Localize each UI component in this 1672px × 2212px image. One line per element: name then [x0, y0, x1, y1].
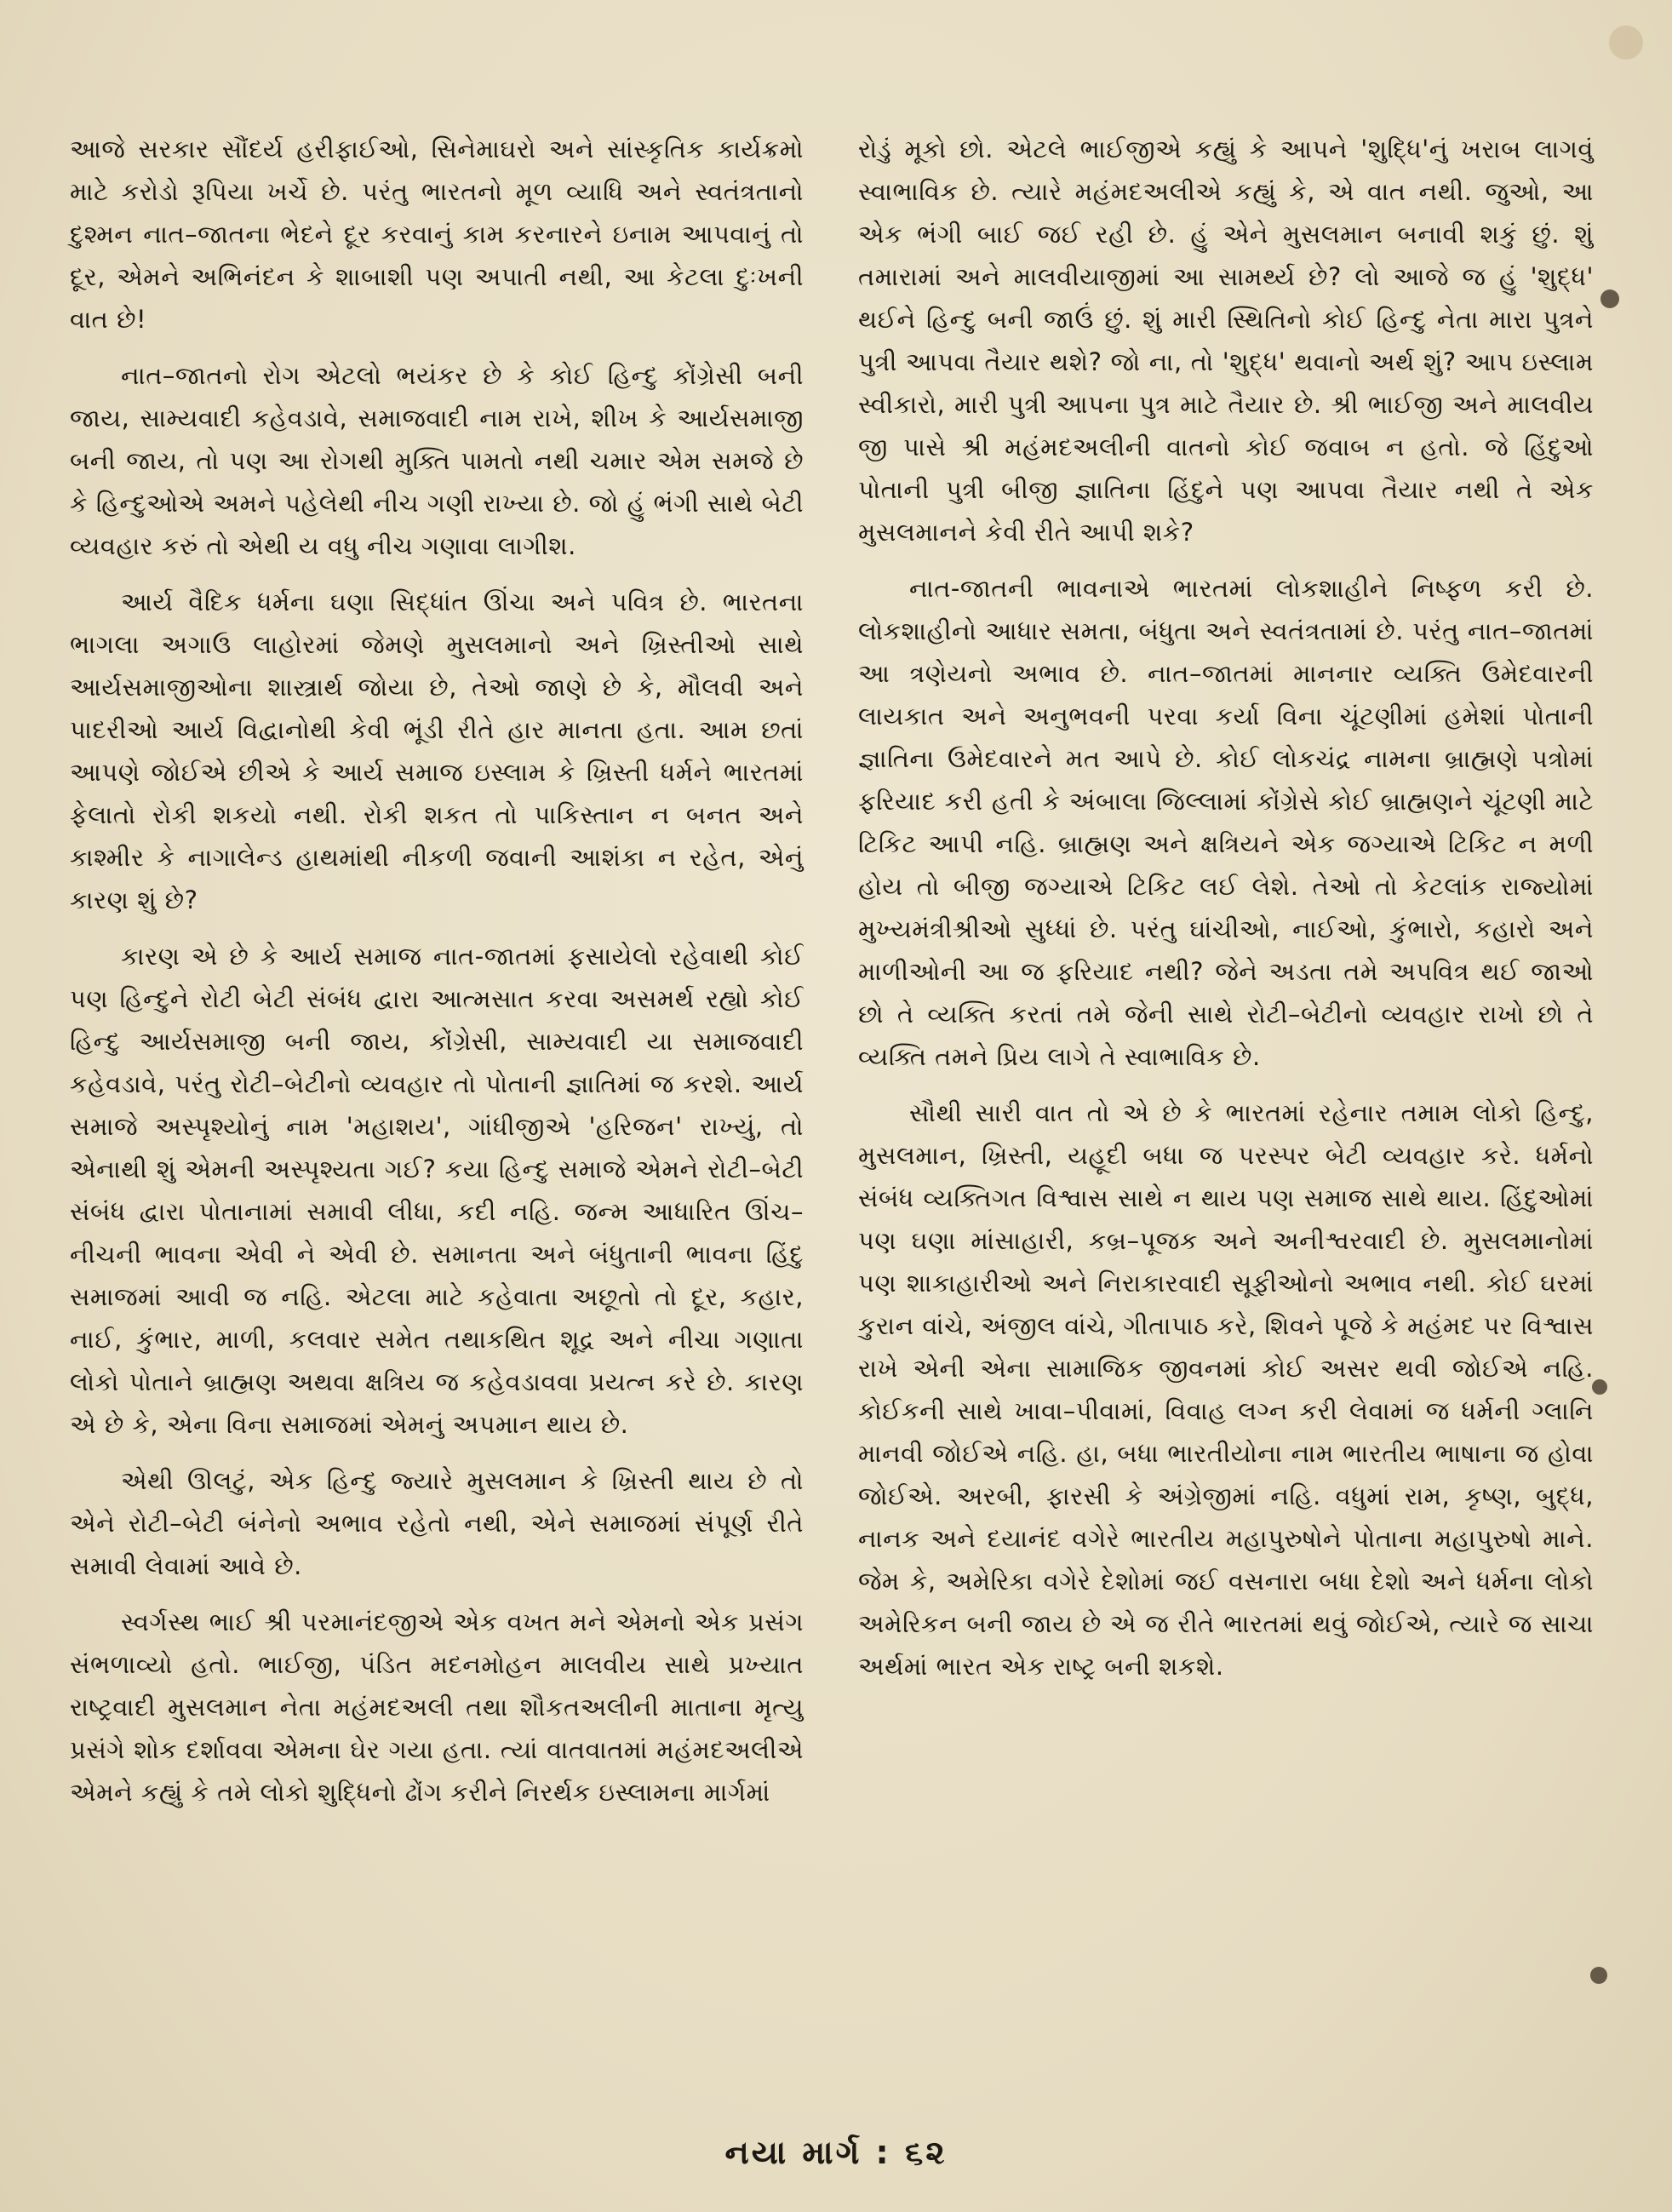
paragraph: કારણ એ છે કે આર્ય સમાજ નાત-જાતમાં ફસાયેલો રહેવાથી કોઈ પણ હિન્દુને રોટી બેટી સંબંધ દ્વારા આત્મસાત કરવા અસમર્થ રહ્યો કોઈ હિન્દુ આર્યસમાજી બની જાય, કોંગ્રેસી, સામ્યવાદી યા સમાજવાદી કહેવડાવે, પરંતુ રોટી–બેટીનો વ્યવહાર તો પોતાની જ્ઞાતિમાં જ કરશે. આર્ય સમાજે અસ્પૃશ્યોનું નામ 'મહાશય', ગાંધીજીએ 'હરિજન' રાખ્યું, તો એનાથી શું એમની અસ્પૃશ્યતા ગઈ? કયા હિન્દુ સમાજે એમને રોટી–બેટી સંબંધ દ્વારા પોતાનામાં સમાવી લીધા, કદી નહિ. જન્મ આધારિત ઊંચ–નીચની ભાવના એવી ને એવી છે. સમાનતા અને બંધુતાની ભાવના હિંદુ સમાજમાં આવી જ નહિ. એટલા માટે કહેવાતા અછૂતો તો દૂર, કહાર, નાઈ, કુંભાર, માળી, કલવાર સમેત તથાકથિત શૂદ્ર અને નીચા ગણાતા લોકો પોતાને બ્રાહ્મણ અથવા ક્ષત્રિય જ કહેવડાવવા પ્રયત્ન કરે છે. કારણ એ છે કે, એના વિના સમાજમાં એમનું અપમાન થાય છે. [70, 942, 804, 1439]
paragraph: આજે સરકાર સૌંદર્ય હરીફાઈઓ, સિનેમાઘરો અને સાંસ્કૃતિક કાર્યક્રમો માટે કરોડો રૂપિયા ખર્ચે છે. પરંતુ ભારતનો મૂળ વ્યાધિ અને સ્વતંત્રતાનો દુશ્મન નાત–જાતના ભેદને દૂર કરવાનું કામ કરનારને ઇનામ આપવાનું તો દૂર, એમને અભિનંદન કે શાબાશી પણ અપાતી નથી, આ કેટલા દુઃખની વાત છે! [70, 135, 804, 334]
left-column [70, 128, 804, 1827]
paper-tear [1590, 1967, 1607, 1984]
paragraph: એથી ઊલટું, એક હિન્દુ જ્યારે મુસલમાન કે ખ્રિસ્તી થાય છે તો એને રોટી–બેટી બંનેનો અભાવ રહેતો નથી, એને સમાજમાં સંપૂર્ણ રીતે સમાવી લેવામાં આવે છે. [70, 1466, 804, 1580]
paragraph: નાત-જાતની ભાવનાએ ભારતમાં લોકશાહીને નિષ્ફળ કરી છે. લોકશાહીનો આધાર સમતા, બંધુતા અને સ્વતંત્રતામાં છે. પરંતુ નાત–જાતમાં આ ત્રણેયનો અભાવ છે. નાત–જાતમાં માનનાર વ્યક્તિ ઉમેદવારની લાયકાત અને અનુભવની પરવા કર્યા વિના ચૂંટણીમાં હમેશાં પોતાની જ્ઞાતિના ઉમેદવારને મત આપે છે. કોઈ લોકચંદ્ર નામના બ્રાહ્મણે પત્રોમાં ફરિયાદ કરી હતી કે અંબાલા જિલ્લામાં કોંગ્રેસે કોઈ બ્રાહ્મણને ચૂંટણી માટે ટિકિટ આપી નહિ. બ્રાહ્મણ અને ક્ષત્રિયને એક જગ્યાએ ટિકિટ ન મળી હોય તો બીજી જગ્યાએ ટિકિટ લઈ લેશે. તેઓ તો કેટલાંક રાજ્યોમાં મુખ્યમંત્રીશ્રીઓ સુધ્ધાં છે. પરંતુ ઘાંચીઓ, નાઈઓ, કુંભારો, કહારો અને માળીઓની આ જ ફરિયાદ નથી? જેને અડતા તમે અપવિત્ર થઈ જાઓ છો તે વ્યક્તિ કરતાં તમે જેની સાથે રોટી–બેટીનો વ્યવહાર રાખો છો તે વ્યક્તિ તમને પ્રિય લાગે તે સ્વાભાવિક છે. [858, 574, 1594, 1071]
right-column [858, 128, 1594, 1701]
paragraph: નાત–જાતનો રોગ એટલો ભયંકર છે કે કોઈ હિન્દુ કોંગ્રેસી બની જાય, સામ્યવાદી કહેવડાવે, સમાજવાદી નામ રાખે, શીખ કે આર્યસમાજી બની જાય, તો પણ આ રોગથી મુક્તિ પામતો નથી ચમાર એમ સમજે છે કે હિન્દુઓએ અમને પહેલેથી નીચ ગણી રાખ્યા છે. જો હું ભંગી સાથે બેટી વ્યવહાર કરું તો એથી ય વધુ નીચ ગણાવા લાગીશ. [70, 361, 804, 560]
paragraph: રોડું મૂકો છો. એટલે ભાઈજીએ કહ્યું કે આપને 'શુદ્ધિ'નું ખરાબ લાગવું સ્વાભાવિક છે. ત્યારે મહંમદઅલીએ કહ્યું કે, એ વાત નથી. જુઓ, આ એક ભંગી બાઈ જઈ રહી છે. હું એને મુસલમાન બનાવી શકું છું. શું તમારામાં અને માલવીયાજીમાં આ સામર્થ્ય છે? લો આજે જ હું 'શુદ્ધ' થઈને હિન્દુ બની જાઉં છું. શું મારી સ્થિતિનો કોઈ હિન્દુ નેતા મારા પુત્રને પુત્રી આપવા તૈયાર થશે? જો ના, તો 'શુદ્ધ' થવાનો અર્થ શું? આપ ઇસ્લામ સ્વીકારો, મારી પુત્રી આપના પુત્ર માટે તૈયાર છે. શ્રી ભાઈજી અને માલવીય જી પાસે શ્રી મહંમદઅલીની વાતનો કોઈ જવાબ ન હતો. જે હિંદુઓ પોતાની પુત્રી બીજી જ્ઞાતિના હિંદુને પણ આપવા તૈયાર નથી તે એક મુસલમાનને કેવી રીતે આપી શકે? [858, 135, 1594, 547]
page-footer: નયા માર્ગ : ૬૨ [724, 2134, 948, 2171]
paragraph: સ્વર્ગસ્થ ભાઈ શ્રી પરમાનંદજીએ એક વખત મને એમનો એક પ્રસંગ સંભળાવ્યો હતો. ભાઈજી, પંડિત મદનમોહન માલવીય સાથે પ્રખ્યાત રાષ્ટ્રવાદી મુસલમાન નેતા મહંમદઅલી તથા શૌકતઅલીની માતાના મૃત્યુ પ્રસંગે શોક દર્શાવવા એમના ઘેર ગયા હતા. ત્યાં વાતવાતમાં મહંમદઅલીએ એમને કહ્યું કે તમે લોકો શુદ્ધિનો ઢોંગ કરીને નિરર્થક ઇસ્લામના માર્ગમાં [70, 1607, 804, 1807]
paper-tear [1592, 1379, 1607, 1395]
paper-tear [1600, 289, 1619, 308]
paragraph: આર્ય વૈદિક ધર્મના ઘણા સિદ્ધાંત ઊંચા અને પવિત્ર છે. ભારતના ભાગલા અગાઉ લાહોરમાં જેમણે મુસલમાનો અને ખ્રિસ્તીઓ સાથે આર્યસમાજીઓના શાસ્ત્રાર્થ જોયા છે, તેઓ જાણે છે કે, મૌલવી અને પાદરીઓ આર્ય વિદ્વાનોથી કેવી ભૂંડી રીતે હાર માનતા હતા. આમ છતાં આપણે જોઈએ છીએ કે આર્ય સમાજ ઇસ્લામ કે ખ્રિસ્તી ધર્મને ભારતમાં ફેલાતો રોકી શકયો નથી. રોકી શકત તો પાકિસ્તાન ન બનત અને કાશ્મીર કે નાગાલેન્ડ હાથમાંથી નીકળી જવાની આશંકા ન રહેત, એનું કારણ શું છે? [70, 587, 804, 914]
paper-stain [1609, 26, 1643, 60]
paragraph: સૌથી સારી વાત તો એ છે કે ભારતમાં રહેનાર તમામ લોકો હિન્દુ, મુસલમાન, ખ્રિસ્તી, યહૂદી બધા જ પરસ્પર બેટી વ્યવહાર કરે. ધર્મનો સંબંધ વ્યક્તિગત વિશ્વાસ સાથે ન થાય પણ સમાજ સાથે થાય. હિંદુઓમાં પણ ઘણા માંસાહારી, કબ્ર–પૂજક અને અનીશ્વરવાદી છે. મુસલમાનોમાં પણ શાકાહારીઓ અને નિરાકારવાદી સૂફીઓનો અભાવ નથી. કોઈ ઘરમાં કુરાન વાંચે, અંજીલ વાંચે, ગીતાપાઠ કરે, શિવને પૂજે કે મહંમદ પર વિશ્વાસ રાખે એની એના સામાજિક જીવનમાં કોઈ અસર થવી જોઈએ નહિ. કોઈકની સાથે ખાવા–પીવામાં, વિવાહ લગ્ન કરી લેવામાં જ ધર્મની ગ્લાનિ માનવી જોઈએ નહિ. હા, બધા ભારતીયોના નામ ભારતીય ભાષાના જ હોવા જોઈએ. અરબી, ફારસી કે અંગ્રેજીમાં નહિ. વધુમાં રામ, કૃષ્ણ, બુદ્ધ, નાનક અને દયાનંદ વગેરે ભારતીય મહાપુરુષોને પોતાના મહાપુરુષો માને. જેમ કે, અમેરિકા વગેરે દેશોમાં જઈ વસનારા બધા દેશો અને ધર્મના લોકો અમેરિકન બની જાય છે એ જ રીતે ભારતમાં થવું જોઈએ, ત્યારે જ સાચા અર્થમાં ભારત એક રાષ્ટ્ર બની શકશે. [858, 1098, 1594, 1681]
